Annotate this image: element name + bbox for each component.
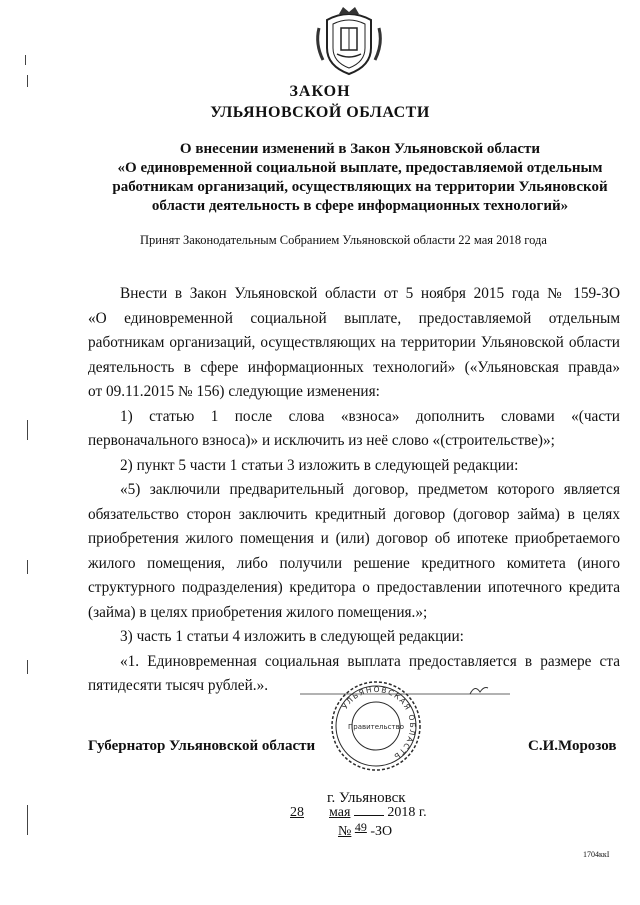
scan-mark <box>27 560 28 574</box>
body-line: «О единовременной социальной выплате, предоставляемой отдельным <box>88 309 620 327</box>
law-number <box>338 820 392 840</box>
body-line: работникам организаций, осуществляющих на территории Ульяновской области <box>88 334 620 351</box>
signatory-position: Губернатор Ульяновской области <box>88 738 316 754</box>
subtitle-line-1: О внесении изменений в Закон Ульяновской области <box>179 141 541 157</box>
body-line: первоначального взноса)» и исключить из неё слово «(строительстве)»; <box>88 432 555 449</box>
body-line: 2) пункт 5 части 1 статьи 3 изложить в следующей редакции: <box>120 456 519 474</box>
body-line: «1. Единовременная социальная выплата предоставляется в размере ста <box>120 652 620 670</box>
body-line: деятельность в сфере информационных технологий» («Ульяновская правда» <box>88 358 620 376</box>
subtitle-line-4: области деятельность в сфере информационных технологий» <box>151 198 569 214</box>
law-title: ЗАКОН <box>289 83 351 100</box>
body-line: (займа) в целях приобретения жилого помещения.»; <box>88 603 428 621</box>
issue-day: 28 <box>290 805 304 820</box>
scan-mark <box>27 805 28 835</box>
document-code: 1704ккI <box>583 850 610 859</box>
body-text <box>88 282 620 699</box>
body-line: пятидесяти тысяч рублей.». <box>88 677 269 694</box>
body-line: приобретения жилого помещения и (или) договор об ипотеке приобретаемого <box>88 530 620 547</box>
subtitle-line-2: «О единовременной социальной выплате, предоставляемой отдельным <box>117 160 603 176</box>
adoption-note: Принят Законодательным Собранием Ульяновской области 22 мая 2018 года <box>140 233 547 247</box>
number-suffix: -ЗО <box>370 824 393 839</box>
seal-center-text: Правительство <box>348 723 404 731</box>
issue-date <box>290 805 427 821</box>
body-line: Внести в Закон Ульяновской области от 5 ноября 2015 года № 159-ЗО <box>120 285 620 302</box>
body-line: структурного подразделения) кредитора о предоставлении ипотечного кредита <box>88 579 620 596</box>
body-line: от 09.11.2015 № 156) следующие изменения: <box>88 383 380 400</box>
law-region-title: УЛЬЯНОВСКОЙ ОБЛАСТИ <box>210 104 430 121</box>
body-line: обязательство сторон заключить кредитный договор (договор займа) в целях <box>88 505 620 523</box>
body-line: «5) заключили предварительный договор, предметом которого является <box>120 481 620 498</box>
subtitle-line-3: работникам организаций, осуществляющих на территории Ульяновской <box>112 179 608 195</box>
body-line: 1) статью 1 после слова «взноса» дополнить словами «(части <box>120 407 620 425</box>
issue-city: г. Ульяновск <box>327 790 406 806</box>
issue-month: мая <box>329 805 351 820</box>
scan-mark <box>27 75 28 87</box>
signatory-name: С.И.Морозов <box>528 738 617 754</box>
number-prefix: № <box>338 824 352 839</box>
body-line: 3) часть 1 статьи 4 изложить в следующей редакции: <box>120 628 464 645</box>
coat-of-arms-icon <box>313 4 385 78</box>
scan-mark <box>27 420 28 440</box>
seal-ring-text: УЛЬЯНОВСКАЯ ОБЛАСТЬ <box>340 684 418 762</box>
official-seal <box>330 680 422 772</box>
scan-mark <box>25 55 26 65</box>
issue-year: 2018 г. <box>387 805 427 820</box>
number-value: 49 <box>354 820 367 834</box>
scan-mark <box>27 660 28 674</box>
body-line: жилого помещения, либо получили решение кредитного комитета (иного <box>88 554 620 572</box>
